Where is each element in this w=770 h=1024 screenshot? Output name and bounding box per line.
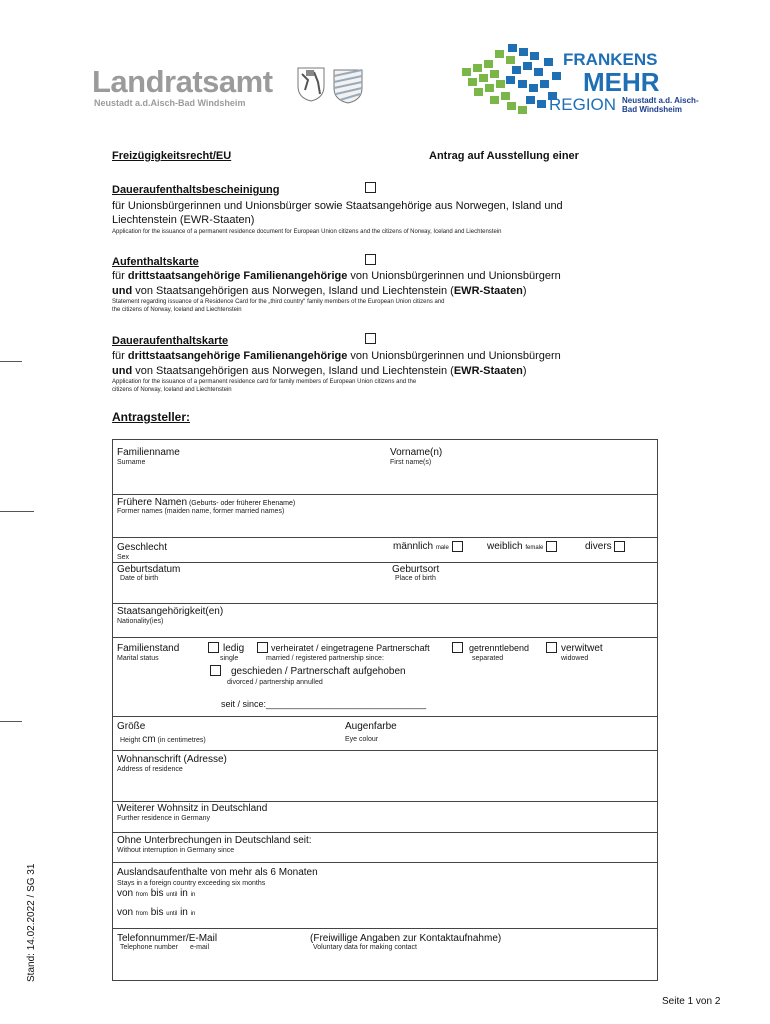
label-until: until <box>166 892 178 898</box>
label-voluntary: Voluntary data for making contact <box>313 944 417 951</box>
label-telefon: Telefonnummer/E-Mail <box>117 933 218 944</box>
label-vorname: Vorname(n) <box>390 447 443 458</box>
option-diverse[interactable] <box>585 541 625 552</box>
label-single: single <box>220 655 239 662</box>
label-nationality: Nationality(ies) <box>117 618 164 625</box>
label-telephone: Telephone number <box>120 944 178 951</box>
text-part: von Staatsangehörigen aus Norwegen, Island und Liechtenstein ( <box>132 285 454 297</box>
authority-subtitle: Neustadt a.d.Aisch-Bad Windsheim <box>94 98 246 108</box>
single-checkbox[interactable] <box>208 642 219 653</box>
section-heading: Daueraufenthaltsbescheinigung <box>112 184 280 196</box>
label-from: from <box>135 911 148 917</box>
label-text: Frühere Namen <box>117 497 188 508</box>
male-checkbox[interactable] <box>452 541 463 552</box>
stay-row-2[interactable] <box>117 907 195 918</box>
fold-mark <box>0 361 22 362</box>
section-note-1: Application for the issuance of a permanent residence card for family members of European Union citizens and the <box>112 379 417 385</box>
married-checkbox[interactable] <box>257 642 268 653</box>
label-familienstand: Familienstand <box>117 643 180 654</box>
text-part-bold: drittstaatsangehörige Familienangehörige <box>127 350 348 362</box>
region-title-2: MEHR <box>583 67 660 97</box>
label-widowed: widowed <box>561 655 589 662</box>
punch-mark <box>0 511 34 512</box>
text-part: ) <box>522 285 527 297</box>
label-surname: Surname <box>117 459 146 466</box>
label-in-en: in <box>190 892 196 898</box>
region-title-1: FRANKENS <box>563 50 658 69</box>
label-first-names: First name(s) <box>390 459 432 466</box>
text-part-bold: EWR-Staaten <box>453 365 523 377</box>
label-weiterer: Weiterer Wohnsitz in Deutschland <box>117 803 268 814</box>
label-text: Height <box>120 737 143 744</box>
telephone-sub <box>120 944 209 951</box>
permanent-certificate-checkbox[interactable] <box>365 182 376 193</box>
label-separated: separated <box>472 655 504 662</box>
label-geburtsdatum: Geburtsdatum <box>117 564 181 575</box>
text-part: für <box>112 350 128 362</box>
label-verheiratet: verheiratet / eingetragene Partnerschaft <box>271 643 430 653</box>
section-note-2: citizens of Norway, Iceland and Liechtenstein <box>112 387 232 393</box>
label-von: von <box>117 888 134 899</box>
region-logo <box>460 40 710 120</box>
section-note: Application for the issuance of a permanent residence document for European Union citizens and the citizens of Norway, Iceland and Liechtenstein <box>112 229 502 235</box>
applicant-heading: Antragsteller: <box>112 410 191 424</box>
label-married: married / registered partnership since: <box>266 655 384 662</box>
label-wohnanschrift: Wohnanschrift (Adresse) <box>117 754 227 765</box>
label-hint: male <box>435 545 449 552</box>
text-part-bold: drittstaatsangehörige Familienangehörige <box>127 270 348 282</box>
region-title-3: REGION <box>549 95 617 114</box>
section-heading: Aufenthaltskarte <box>112 256 199 268</box>
label-former: Former names (maiden name, former married names) <box>117 508 285 515</box>
label-text: divers <box>585 541 612 553</box>
label-divorced: divorced / partnership annulled <box>227 679 323 686</box>
residence-card-checkbox[interactable] <box>365 254 376 265</box>
text-part: von Staatsangehörigen aus Norwegen, Island und Liechtenstein ( <box>132 365 454 377</box>
option-male[interactable] <box>393 541 463 552</box>
label-fruehere <box>117 497 295 508</box>
label-bis: bis <box>150 907 164 918</box>
text-part: ) <box>522 365 527 377</box>
label-text: (in centimetres) <box>155 737 206 744</box>
row-divider <box>112 637 658 638</box>
label-eye: Eye colour <box>345 736 379 743</box>
stay-row-1[interactable] <box>117 888 195 899</box>
label-further: Further residence in Germany <box>117 815 210 822</box>
section-line-1 <box>112 270 561 282</box>
bavaria-arms-icon <box>332 68 364 104</box>
label-augenfarbe: Augenfarbe <box>345 721 397 732</box>
text-part-bold: EWR-Staaten <box>453 285 523 297</box>
region-sub-2: Bad Windsheim <box>622 105 682 114</box>
label-from: from <box>135 892 148 898</box>
label-ausland: Auslandsaufenthalte von mehr als 6 Monaten <box>117 867 318 878</box>
label-hint: (Geburts- oder früherer Ehename) <box>187 500 296 507</box>
label-pob: Place of birth <box>395 575 436 582</box>
region-sub-1: Neustadt a.d. Aisch- <box>622 96 699 105</box>
section-heading: Daueraufenthaltskarte <box>112 335 229 347</box>
fold-mark <box>0 721 22 722</box>
label-freiwillig: (Freiwillige Angaben zur Kontaktaufnahme) <box>310 933 502 944</box>
label-text: männlich <box>393 541 434 553</box>
label-von: von <box>117 907 134 918</box>
label-without: Without interruption in Germany since <box>117 847 235 854</box>
row-divider <box>112 862 658 863</box>
section-line-1 <box>112 350 561 362</box>
text-part: von Unionsbürgerinnen und Unionsbürgern <box>347 350 561 362</box>
label-geburtsort: Geburtsort <box>392 564 440 575</box>
label-staatsangehoerigkeit: Staatsangehörigkeit(en) <box>117 606 224 617</box>
label-ledig: ledig <box>223 643 245 654</box>
label-text: weiblich <box>487 541 523 553</box>
permanent-card-checkbox[interactable] <box>365 333 376 344</box>
section-line-2: Liechtenstein (EWR-Staaten) <box>112 214 255 226</box>
section-note-2: the citizens of Norway, Iceland and Liechtenstein <box>112 307 242 313</box>
label-sex: Sex <box>117 554 130 561</box>
female-checkbox[interactable] <box>546 541 557 552</box>
row-divider <box>112 494 658 495</box>
label-geschlecht: Geschlecht <box>117 542 168 553</box>
section-line-1: für Unionsbürgerinnen und Unionsbürger sowie Staatsangehörige aus Norwegen, Island und <box>112 200 563 212</box>
section-note-1: Statement regarding issuance of a Residence Card for the „third country“ family members of the European Union citizens and <box>112 299 445 305</box>
label-ohne: Ohne Unterbrechungen in Deutschland seit: <box>117 835 312 846</box>
label-getrennt: getrenntlebend <box>469 643 530 653</box>
label-height <box>120 734 206 745</box>
section-line-2 <box>112 285 527 297</box>
text-part: für <box>112 270 128 282</box>
separated-checkbox[interactable] <box>452 642 463 653</box>
label-familienname: Familienname <box>117 447 180 458</box>
version-stamp: Stand: 14.02.2022 / SG 31 <box>26 863 37 982</box>
label-until: until <box>166 911 178 917</box>
label-stays: Stays in a foreign country exceeding six months <box>117 880 266 887</box>
coat-of-arms-icon <box>296 66 326 102</box>
label-verwitwet: verwitwet <box>561 643 603 654</box>
option-female[interactable] <box>487 541 557 552</box>
row-divider <box>112 537 658 538</box>
label-in: in <box>180 888 188 899</box>
label-bis: bis <box>150 888 164 899</box>
authority-logo <box>92 64 372 114</box>
label-address: Address of residence <box>117 766 183 773</box>
page-number: Seite 1 von 2 <box>662 996 721 1007</box>
field-since[interactable]: seit / since:________________________________ <box>221 699 427 709</box>
label-hint: female <box>525 545 544 552</box>
text-part-bold: und <box>112 285 133 297</box>
section-line-2 <box>112 365 527 377</box>
label-in-en: in <box>190 911 196 917</box>
widowed-checkbox[interactable] <box>546 642 557 653</box>
diverse-checkbox[interactable] <box>614 541 625 552</box>
label-unit: cm <box>142 734 156 745</box>
label-email: e-mail <box>189 944 210 951</box>
label-groesse: Größe <box>117 721 146 732</box>
label-dob: Date of birth <box>120 575 159 582</box>
legal-basis: Freizügigkeitsrecht/EU <box>112 150 232 162</box>
text-part: von Unionsbürgerinnen und Unionsbürgern <box>347 270 561 282</box>
label-marital: Marital status <box>117 655 159 662</box>
divorced-checkbox[interactable] <box>210 665 221 676</box>
label-geschieden: geschieden / Partnerschaft aufgehoben <box>231 666 406 677</box>
label-in: in <box>180 907 188 918</box>
text-part-bold: und <box>112 365 133 377</box>
application-title: Antrag auf Ausstellung einer <box>429 150 579 162</box>
authority-name: Landratsamt <box>92 64 273 99</box>
